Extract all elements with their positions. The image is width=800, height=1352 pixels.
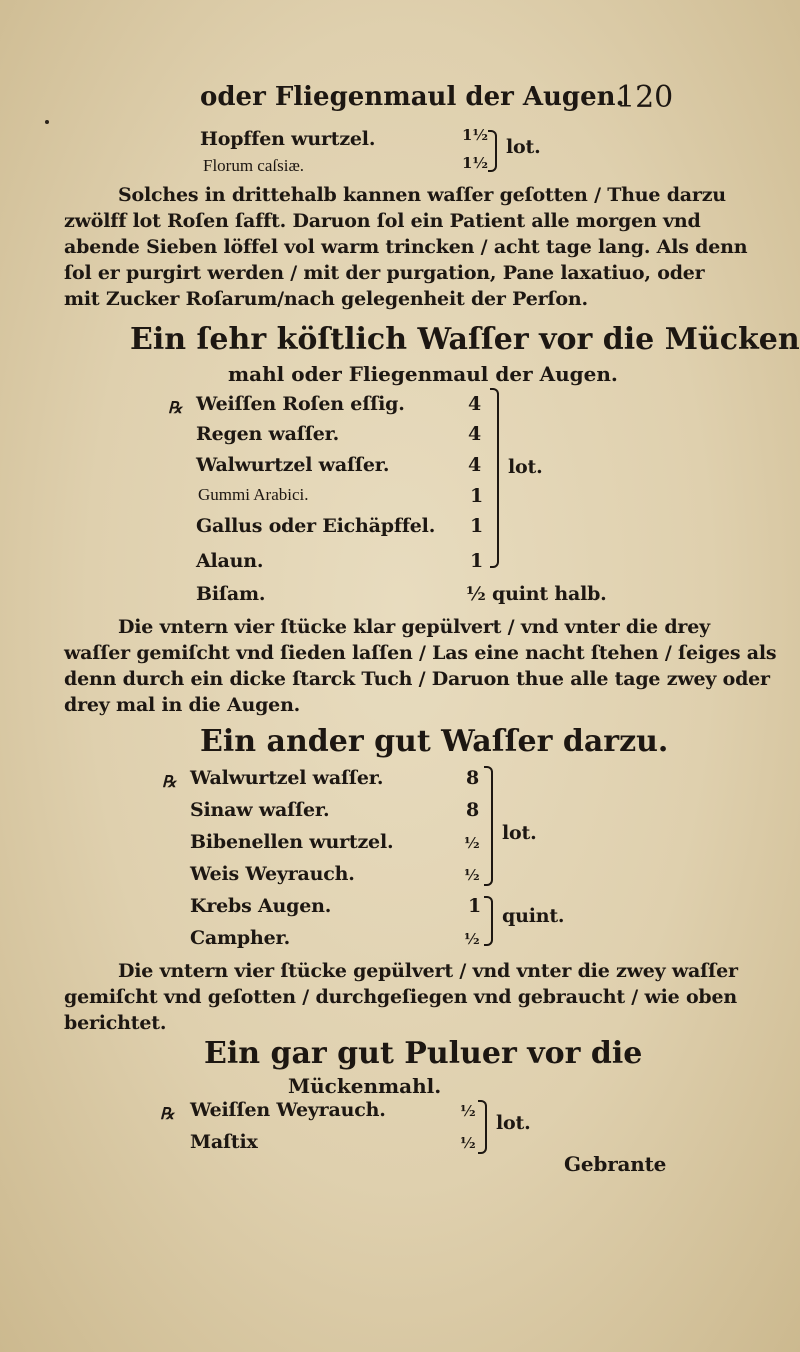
ingredient-qty: 1	[470, 485, 484, 507]
ingredient-line: Walwurtzel waſſer.	[196, 454, 390, 476]
ingredient-line: Hopffen wurtzel.	[200, 128, 376, 150]
text-line: gemiſcht vnd geſotten / durchgeſiegen vnd gebraucht / wie oben	[64, 986, 738, 1008]
ink-spot	[45, 120, 49, 124]
text-line: mit Zucker Roſarum/nach gelegenheit der Perſon.	[64, 288, 588, 310]
running-header: oder Fliegenmaul der Augen.	[200, 82, 625, 112]
text-line: berichtet.	[64, 1012, 167, 1034]
ingredient-qty: ½	[460, 1134, 476, 1152]
ingredient-qty: ½ quint halb.	[466, 583, 607, 605]
ingredient-line: Weis Weyrauch.	[190, 863, 355, 885]
text-line: Solches in drittehalb kannen waſſer geſotten / Thue darzu	[118, 184, 726, 206]
ingredient-qty: 1	[470, 550, 484, 572]
ingredient-qty: 8	[466, 799, 480, 821]
ingredient-line: Gummi Arabici.	[198, 485, 309, 504]
ingredient-line: Alaun.	[196, 550, 264, 572]
text-line: Die vntern vier ſtücke klar gepülvert / vnd vnter die drey	[118, 616, 710, 638]
text-line: drey mal in die Augen.	[64, 694, 301, 716]
unit-label: lot.	[506, 136, 541, 158]
grouping-brace	[490, 388, 499, 568]
ingredient-line: Gallus oder Eichäpffel.	[196, 515, 436, 537]
text-line: ſol er purgirt werden / mit der purgation, Pane laxatiuo, oder	[64, 262, 705, 284]
ingredient-qty: 1½	[462, 126, 489, 144]
ingredient-qty: 4	[468, 393, 482, 415]
section-subtitle: Mückenmahl.	[288, 1074, 442, 1098]
ingredient-line: Maſtix	[190, 1131, 258, 1153]
ingredient-qty: 1	[470, 515, 484, 537]
ingredient-line: Walwurtzel waſſer.	[190, 767, 384, 789]
unit-label: quint.	[502, 905, 565, 927]
text-line: zwölff lot Roſen ſafft. Daruon ſol ein Patient alle morgen vnd	[64, 210, 701, 232]
grouping-brace	[488, 130, 497, 172]
ingredient-line: Regen waſſer.	[196, 423, 340, 445]
ingredient-qty: ½	[464, 834, 480, 852]
ingredient-qty: 1	[468, 895, 482, 917]
ingredient-qty: 4	[468, 423, 482, 445]
ingredient-qty: ½	[460, 1102, 476, 1120]
grouping-brace	[484, 766, 493, 886]
page-number: 120	[616, 80, 674, 115]
ingredient-line: Weiſſen Weyrauch.	[190, 1099, 386, 1121]
unit-label: lot.	[502, 822, 537, 844]
ingredient-qty: 8	[466, 767, 480, 789]
ingredient-qty: 1½	[462, 154, 489, 172]
grouping-brace	[478, 1100, 487, 1154]
unit-label: lot.	[496, 1112, 531, 1134]
recipe-symbol: ℞	[162, 772, 177, 791]
ingredient-qty: 4	[468, 454, 482, 476]
section-title: Ein ander gut Waſſer darzu.	[200, 724, 669, 759]
ingredient-line: Florum caſsiæ.	[203, 156, 305, 175]
ingredient-line: Bibenellen wurtzel.	[190, 831, 394, 853]
section-title: Ein ſehr köſtlich Waſſer vor die Mücken	[130, 322, 800, 357]
ingredient-line: Krebs Augen.	[190, 895, 332, 917]
ingredient-qty: ½	[464, 930, 480, 948]
recipe-symbol: ℞	[160, 1104, 175, 1123]
ingredient-line: Biſam.	[196, 583, 266, 605]
text-line: denn durch ein dicke ſtarck Tuch / Daruon thue alle tage zwey oder	[64, 668, 770, 690]
catchword: Gebrante	[564, 1152, 667, 1176]
section-subtitle: mahl oder Fliegenmaul der Augen.	[228, 362, 618, 386]
ingredient-line: Weiſſen Roſen eſſig.	[196, 393, 405, 415]
ingredient-qty: ½	[464, 866, 480, 884]
ingredient-line: Sinaw waſſer.	[190, 799, 330, 821]
ingredient-line: Campher.	[190, 927, 291, 949]
recipe-symbol: ℞	[168, 398, 183, 417]
grouping-brace	[484, 896, 493, 946]
section-title: Ein gar gut Puluer vor die	[204, 1036, 643, 1071]
unit-label: lot.	[508, 456, 543, 478]
text-line: Die vntern vier ſtücke gepülvert / vnd vnter die zwey waſſer	[118, 960, 738, 982]
text-line: abende Sieben löffel vol warm trincken / acht tage lang. Als denn	[64, 236, 748, 258]
text-line: waſſer gemiſcht vnd ſieden laſſen / Las eine nacht ſtehen / ſeiges als	[64, 642, 777, 664]
